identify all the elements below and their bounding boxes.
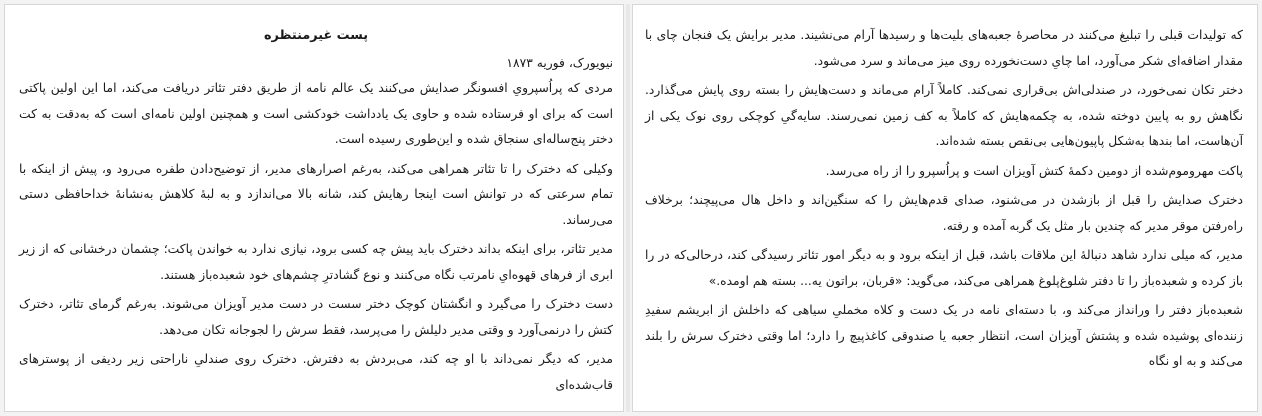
right-page-content: [645, 23, 1243, 379]
paragraph: پاکت مهروموم‌شده از دومین دکمهٔ کتش آویزان است و پراُسپرو را از راه می‌رسد.: [825, 163, 1243, 178]
page-gutter: [626, 4, 630, 412]
dateline: نیویورک، فوریه ۱۸۷۳: [506, 55, 613, 70]
left-page-content: [19, 23, 613, 402]
paragraph: مدیر، که میلی ندارد شاهد دنبالهٔ این ملاقات باشد، قبل از اینکه برود و به دیگر امور تئاتر رسیدگی کند، درحالی‌که در را باز کرده و شعبده‌باز را تا دفتر شلوغ‌پلوغ همراهی می‌کند، می‌گوید: «قربان، براتون یه... بسته هم اومده.»: [645, 248, 1243, 288]
paragraph: شعبده‌باز دفتر را ورانداز می‌کند و، با دسته‌ای نامه در یک دست و کلاه مخملیِ سیاهی که داخلش از ابریشم سفیدِ زننده‌ای پوشیده شده و پشتش آویزان است، انتظار جعبه یا صندوقی کاغذپیچ را دارد؛ اما وقتی دخترک سرش را بلند می‌کند و به او نگاه: [645, 303, 1243, 368]
left-page: [4, 4, 624, 412]
paragraph: دختر تکان نمی‌خورد، در صندلی‌اش بی‌قراری نمی‌کند. کاملاً آرام می‌ماند و دست‌هایش را بسته روی پایش می‌گذارد. نگاهش رو به پایین دوخته شده، به چکمه‌هایش که کاملاً به کف زمین نمی‌رسند. سایه‌گیِ کوچکی روی نوک یکی از آن‌هاست، اما بندها به‌شکل پاپیون‌هایی بی‌نقص بسته شده‌اند.: [645, 83, 1243, 148]
paragraph: مدیر، که دیگر نمی‌داند با او چه کند، می‌بردش به دفترش. دخترک روی صندلیِ ناراحتی زیر ردیفی از پوسترهای قاب‌شده‌ای: [19, 352, 613, 392]
chapter-title: پست غیرمنتظره: [263, 28, 369, 43]
paragraph: مدیر تئاتر، برای اینکه بداند دخترک باید پیش چه کسی برود، نیازی ندارد به خواندن پاکت؛ چشمان درخشانی که از زیر ابری از فرهای قهوه‌ایِ نامرتب نگاه می‌کنند و نوع گشادترِ چشم‌های خود شعبده‌باز هستند.: [19, 242, 613, 282]
paragraph: دخترک صدایش را قبل از بازشدن در می‌شنود، صدای قدم‌هایش را که سنگین‌اند و داخل هال می‌پیچند؛ برخلاف راه‌رفتن موقر مدیر که چندین بار مثل یک گربه آمده و رفته.: [645, 193, 1243, 233]
paragraph: دست دخترک را می‌گیرد و انگشتان کوچک دختر سست در دست مدیر آویزان می‌شوند. به‌رغم گرمای تئاتر، دخترک کتش را درنمی‌آورد و وقتی مدیر دلیلش را می‌پرسد، فقط سرش را لجوجانه تکان می‌دهد.: [19, 297, 613, 337]
paragraph: مردی که پراُسپرویِ افسونگر صدایش می‌کنند یک عالم نامه از طریق دفتر تئاتر دریافت می‌کند، اما این اولین پاکتی است که برای او فرستاده شده و حاوی یک یادداشت خودکشی است و همچنین اولین نامه‌ای است که به‌دقت به کت دختر پنج‌ساله‌ای سنجاق شده و این‌طوری رسیده است.: [19, 81, 613, 146]
right-page: [632, 4, 1258, 412]
paragraph: وکیلی که دخترک را تا تئاتر همراهی می‌کند، به‌رغم اصرارهای مدیر، از توضیح‌دادن طفره می‌رود و، پیش از اینکه با تمام سرعتی که در توانش است اینجا رهایش کند، شانه بالا می‌اندازد و به لبهٔ کلاهش به‌نشانهٔ خداحافظی دستی می‌رساند.: [19, 161, 613, 227]
paragraph: که تولیدات قبلی را تبلیغ می‌کنند در محاصرهٔ جعبه‌های بلیت‌ها و رسیدها آرام می‌نشیند. مدیر برایش یک فنجان چای با مقدار اضافه‌ای شکر می‌آورد، اما چایِ دست‌نخورده روی میز می‌ماند و سرد می‌شود.: [645, 28, 1243, 68]
